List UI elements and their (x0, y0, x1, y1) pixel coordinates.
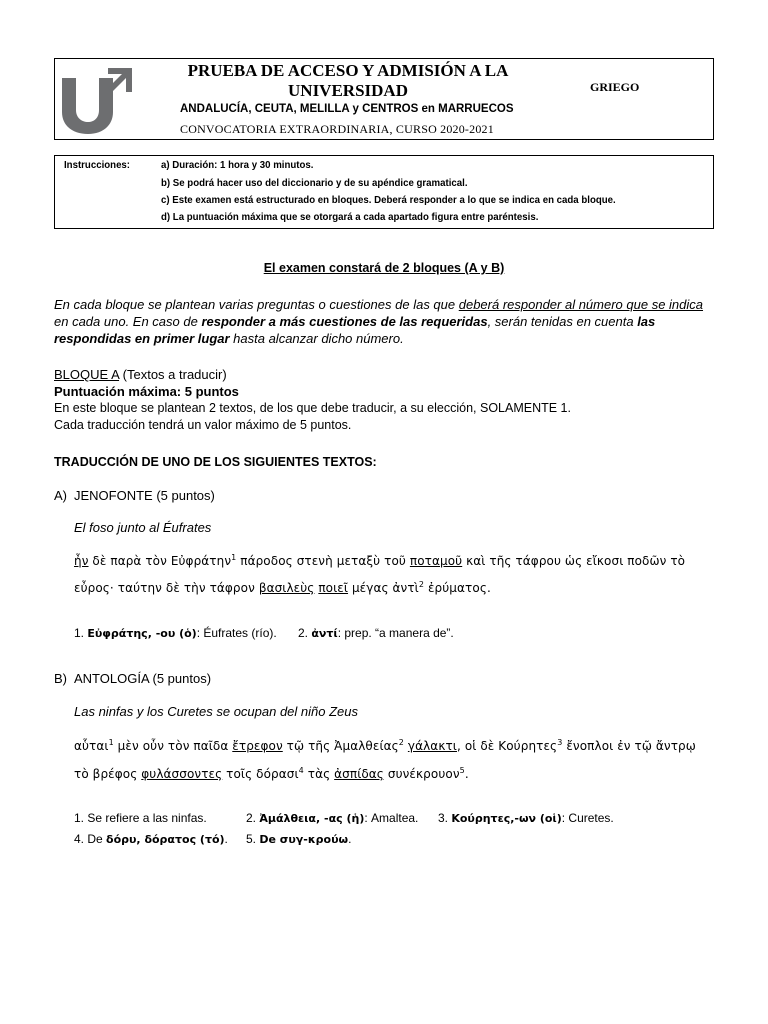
text-b-greek-line: αὗται$^1$ μὲν οὖν τὸν παῖδα ἔτρεφον τῷ τῆς Ἀμαλθείας$^2$ γάλακτι, οἱ δὲ Κούρητες$^3$ ἔνοπλοι ἐν τῷ ἄντρῳ (74, 738, 696, 753)
text-b-note: 5. De συγ-κρούω. (246, 832, 352, 846)
block-a-line: Cada traducción tendrá un valor máximo de 5 puntos. (54, 418, 352, 432)
text-a-subtitle: El foso junto al Éufrates (74, 520, 212, 535)
text-b-note: 4. De δόρυ, δόρατος (τό). (74, 832, 228, 846)
instruction-item: c) Este examen está estructurado en bloques. Deberá responder a lo que se indica en cada bloque. (161, 194, 616, 206)
intro-paragraph: En cada bloque se plantean varias preguntas o cuestiones de las que deberá responder al número que se indica en cada uno. En caso de responder a más cuestiones de las requeridas, serán tenidas en cuenta las respondidas en primer lugar hasta alcanzar dicho número. (54, 297, 704, 346)
block-a-line: En este bloque se plantean 2 textos, de los que debe traducir, a su elección, SOLAMENTE 1. (54, 401, 571, 415)
page-title: PRUEBA DE ACCESO Y ADMISIÓN A LA UNIVERSIDAD (187, 61, 509, 100)
text-b-note: 3. Κούρητες,-ων (οἱ): Curetes. (438, 811, 614, 825)
text-a-note: 1. Εὐφράτης, -ου (ὁ): Éufrates (río). (74, 626, 277, 640)
block-a-desc: (Textos a traducir) (119, 367, 227, 382)
text-a-greek-line: εὖρος· ταύτην δὲ τὴν τάφρον βασιλεὺς ποιεῖ μέγας ἀντὶ$^2$ ἐρύματος. (74, 580, 491, 595)
instructions-label: Instrucciones: (64, 159, 131, 171)
block-a-max-score: Puntuación máxima: 5 puntos (54, 384, 239, 399)
section-heading: TRADUCCIÓN DE UNO DE LOS SIGUIENTES TEXTOS: (54, 455, 377, 469)
text-a-note: 2. ἀντί: prep. “a manera de”. (298, 626, 454, 640)
region-line: ANDALUCÍA, CEUTA, MELILLA y CENTROS en MARRUECOS (180, 103, 514, 115)
instruction-item: b) Se podrá hacer uso del diccionario y de su apéndice gramatical. (161, 177, 468, 189)
text-a-greek-line: ἦν δὲ παρὰ τὸν Εὐφράτην$^1$ πάροδος στενὴ μεταξὺ τοῦ ποταμοῦ καὶ τῆς τάφρου ὡς εἴκοσι ποδῶν τὸ (74, 553, 686, 568)
subject-label: GRIEGO (590, 80, 640, 94)
instruction-item: d) La puntuación máxima que se otorgará a cada apartado figura entre paréntesis. (161, 211, 539, 223)
block-a-name: BLOQUE A (54, 367, 120, 382)
exam-title: El examen constará de 2 bloques (A y B) (263, 261, 505, 275)
text-b-subtitle: Las ninfas y los Curetes se ocupan del niño Zeus (74, 704, 359, 719)
text-b-note: 2. Ἀμάλθεια, -ας (ἡ): Amaltea. (246, 811, 419, 825)
university-logo-icon (62, 62, 134, 134)
text-b-marker: B) (54, 671, 67, 686)
text-a-marker: A) (54, 488, 67, 503)
text-b-note: 1. Se refiere a las ninfas. (74, 811, 207, 825)
block-a-title (54, 366, 227, 383)
text-b-heading: ANTOLOGÍA (5 puntos) (74, 671, 212, 686)
text-a-heading: JENOFONTE (5 puntos) (74, 488, 215, 503)
convocatoria-line: CONVOCATORIA EXTRAORDINARIA, CURSO 2020-2021 (180, 122, 494, 136)
text-b-greek-line: τὸ βρέφος φυλάσσοντες τοῖς δόρασι$^4$ τὰς ἀσπίδας συνέκρουον$^5$. (74, 766, 469, 781)
instruction-item: a) Duración: 1 hora y 30 minutos. (161, 159, 314, 171)
